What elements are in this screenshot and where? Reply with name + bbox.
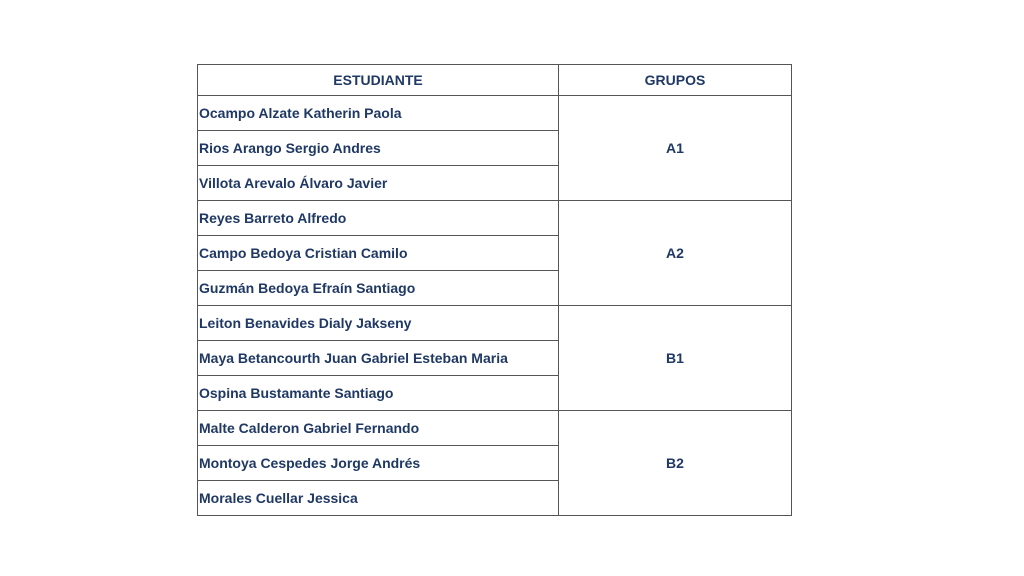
student-name: Rios Arango Sergio Andres xyxy=(198,131,559,166)
student-groups-table xyxy=(197,64,792,516)
student-name: Morales Cuellar Jessica xyxy=(198,481,559,516)
student-name: Maya Betancourth Juan Gabriel Esteban Maria xyxy=(198,341,559,376)
group-cell: A2 xyxy=(559,201,792,306)
student-name: Guzmán Bedoya Efraín Santiago xyxy=(198,271,559,306)
student-name: Malte Calderon Gabriel Fernando xyxy=(198,411,559,446)
student-name: Campo Bedoya Cristian Camilo xyxy=(198,236,559,271)
student-name: Ocampo Alzate Katherin Paola xyxy=(198,96,559,131)
group-cell: A1 xyxy=(559,96,792,201)
table-row xyxy=(198,411,792,446)
table-header-row xyxy=(198,65,792,96)
student-name: Reyes Barreto Alfredo xyxy=(198,201,559,236)
student-name: Villota Arevalo Álvaro Javier xyxy=(198,166,559,201)
table-row xyxy=(198,96,792,131)
table-row xyxy=(198,306,792,341)
header-groups: GRUPOS xyxy=(559,65,792,96)
header-student: ESTUDIANTE xyxy=(198,65,559,96)
table-row xyxy=(198,201,792,236)
group-cell: B2 xyxy=(559,411,792,516)
group-cell: B1 xyxy=(559,306,792,411)
student-name: Ospina Bustamante Santiago xyxy=(198,376,559,411)
student-name: Leiton Benavides Dialy Jakseny xyxy=(198,306,559,341)
student-name: Montoya Cespedes Jorge Andrés xyxy=(198,446,559,481)
